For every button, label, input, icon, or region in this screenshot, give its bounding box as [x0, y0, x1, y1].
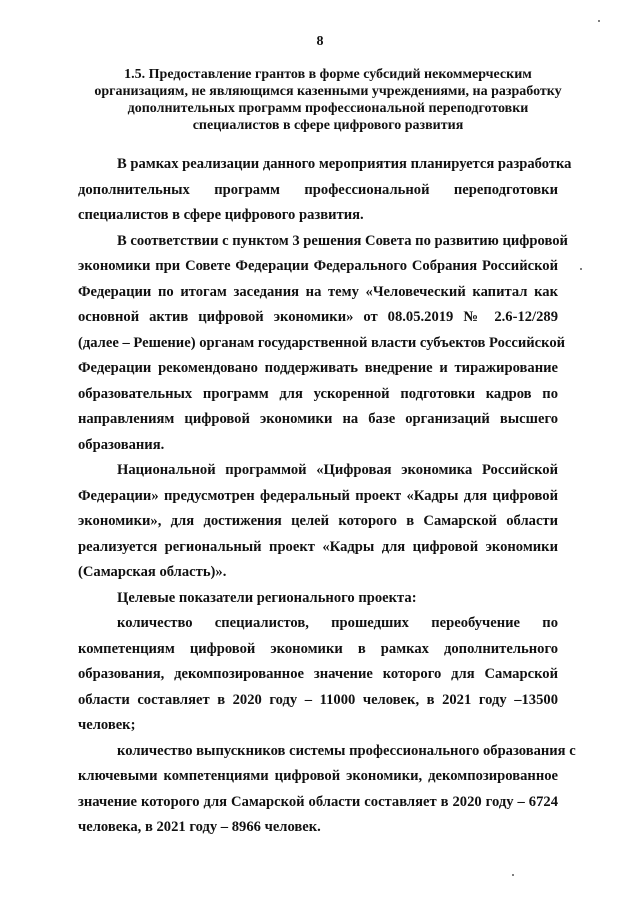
text-line: количество выпускников системы профессионального образования с: [117, 742, 576, 759]
text-line: человека, в 2021 году – 8966 человек.: [78, 819, 321, 835]
text-line: экономики», для достижения целей которого в Самарской области: [78, 513, 558, 529]
text-line: В соответствии с пунктом 3 решения Совета по развитию цифровой: [117, 232, 568, 249]
paragraph-target-indicators: [78, 586, 558, 612]
text-line: области составляет в 2020 году – 11000 человек, в 2021 году –13500: [78, 691, 558, 708]
text-line: В рамках реализации данного мероприятия планируется разработка: [117, 156, 572, 172]
text-line: образовательных программ для ускоренной подготовки кадров по: [78, 385, 558, 402]
text-line: Национальной программой «Цифровая экономика Российской: [117, 462, 558, 478]
paragraph-graduates: [78, 739, 576, 841]
text-line: Федерации» предусмотрен федеральный проект «Кадры для цифровой: [78, 487, 558, 504]
text-line: направлениям цифровой экономики на базе организаций высшего: [78, 411, 558, 427]
text-line: количество специалистов, прошедших переобучение по: [117, 615, 558, 631]
text-line: (далее – Решение) органам государственной власти субъектов Российской: [78, 334, 566, 351]
document-body: [78, 152, 576, 841]
text-line: специалистов в сфере цифрового развития.: [78, 207, 364, 223]
text-line: экономики при Совете Федерации Федерального Собрания Российской: [78, 258, 558, 274]
paragraph-council-decision: [78, 229, 568, 459]
text-line: человек;: [78, 717, 136, 733]
text-line: Федерации рекомендовано поддерживать внедрение и тиражирование: [78, 360, 558, 376]
text-line: образования.: [78, 436, 165, 453]
text-line: дополнительных программ профессиональной переподготовки: [78, 181, 558, 198]
text-line: Федерации по итогам заседания на тему «Человеческий капитал как: [78, 283, 558, 300]
paragraph-retrained-specialists: [78, 611, 558, 739]
text-line: реализуется региональный проект «Кадры для цифровой экономики: [78, 538, 558, 555]
paragraph-grant-development: [78, 152, 572, 229]
text-line: значение которого для Самарской области составляет в 2020 году – 6724: [78, 793, 558, 810]
scan-speck: [580, 268, 582, 270]
text-line: (Самарская область)».: [78, 564, 227, 580]
heading-line: дополнительных программ профессиональной переподготовки: [127, 101, 529, 116]
heading-line: организациям, не являющимся казенными учреждениями, на разработку: [94, 84, 562, 99]
text-line: компетенциям цифровой экономики в рамках дополнительного: [78, 640, 558, 657]
heading-line: 1.5. Предоставление грантов в форме субсидий некоммерческим: [124, 67, 532, 82]
section-heading: [62, 66, 594, 134]
text-line: основной актив цифровой экономики» от 08.05.2019 № 2.6-12/289: [78, 309, 558, 325]
text-line: образования, декомпозированное значение которого для Самарской: [78, 666, 558, 682]
text-line: ключевыми компетенциями цифровой экономики, декомпозированное: [78, 768, 558, 784]
scan-speck: [512, 874, 514, 876]
paragraph-national-program: [78, 458, 558, 586]
scan-speck: [598, 20, 600, 22]
page-number: 8: [316, 34, 324, 49]
text-line: Целевые показатели регионального проекта:: [117, 589, 417, 606]
heading-line: специалистов в сфере цифрового развития: [192, 118, 464, 133]
